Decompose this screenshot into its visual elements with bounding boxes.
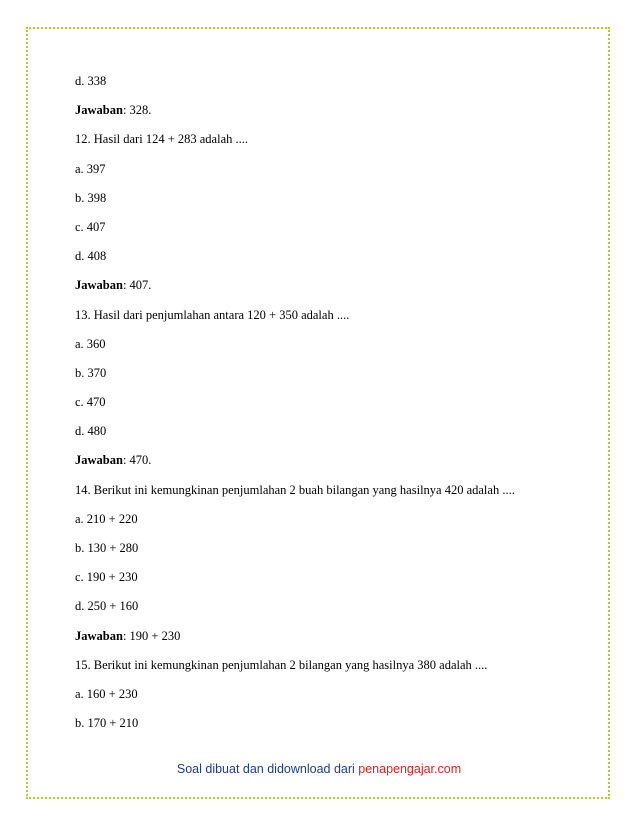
option-line: d. 338 [75,74,107,88]
page-footer [0,762,638,776]
answer-value: : 470. [122,453,152,468]
question-line: 13. Hasil dari penjumlahan antara 120 + 350 adalah .... [75,307,350,322]
document-content [75,74,575,745]
option-line: a. 397 [75,161,106,176]
option-line: a. 210 + 220 [75,511,138,526]
option-line: c. 190 + 230 [75,570,138,585]
option-line: d. 408 [75,249,107,264]
option-line: d. 480 [75,424,107,439]
question-line: 15. Berikut ini kemungkinan penjumlahan 2 bilangan yang hasilnya 380 adalah .... [75,657,488,672]
answer-value: : 407. [122,278,152,293]
option-line: b. 130 + 280 [75,541,139,555]
answer-line [75,278,575,293]
option-line: b. 398 [75,190,107,205]
option-line: d. 250 + 160 [75,599,139,614]
option-line: c. 470 [75,395,106,410]
answer-label: Jawaban [75,453,123,468]
answer-label: Jawaban [75,278,123,293]
question-line: 12. Hasil dari 124 + 283 adalah .... [75,132,248,147]
option-line: b. 170 + 210 [75,716,139,731]
option-line: c. 407 [75,219,106,234]
option-line: b. 370 [75,365,107,380]
question-line: 14. Berikut ini kemungkinan penjumlahan 2 buah bilangan yang hasilnya 420 adalah .... [75,482,515,497]
answer-value: : 190 + 230 [122,628,181,643]
answer-value: : 328. [122,103,152,118]
answer-line [75,629,575,644]
footer-text: Soal dibuat dan didownload dari [176,762,359,776]
answer-line [75,103,575,118]
option-line: a. 360 [75,336,106,351]
answer-label: Jawaban [75,103,123,118]
answer-label: Jawaban [75,628,123,643]
option-line: a. 160 + 230 [75,686,138,701]
footer-site-link[interactable]: penapengajar.com [358,762,462,776]
answer-line [75,453,575,468]
